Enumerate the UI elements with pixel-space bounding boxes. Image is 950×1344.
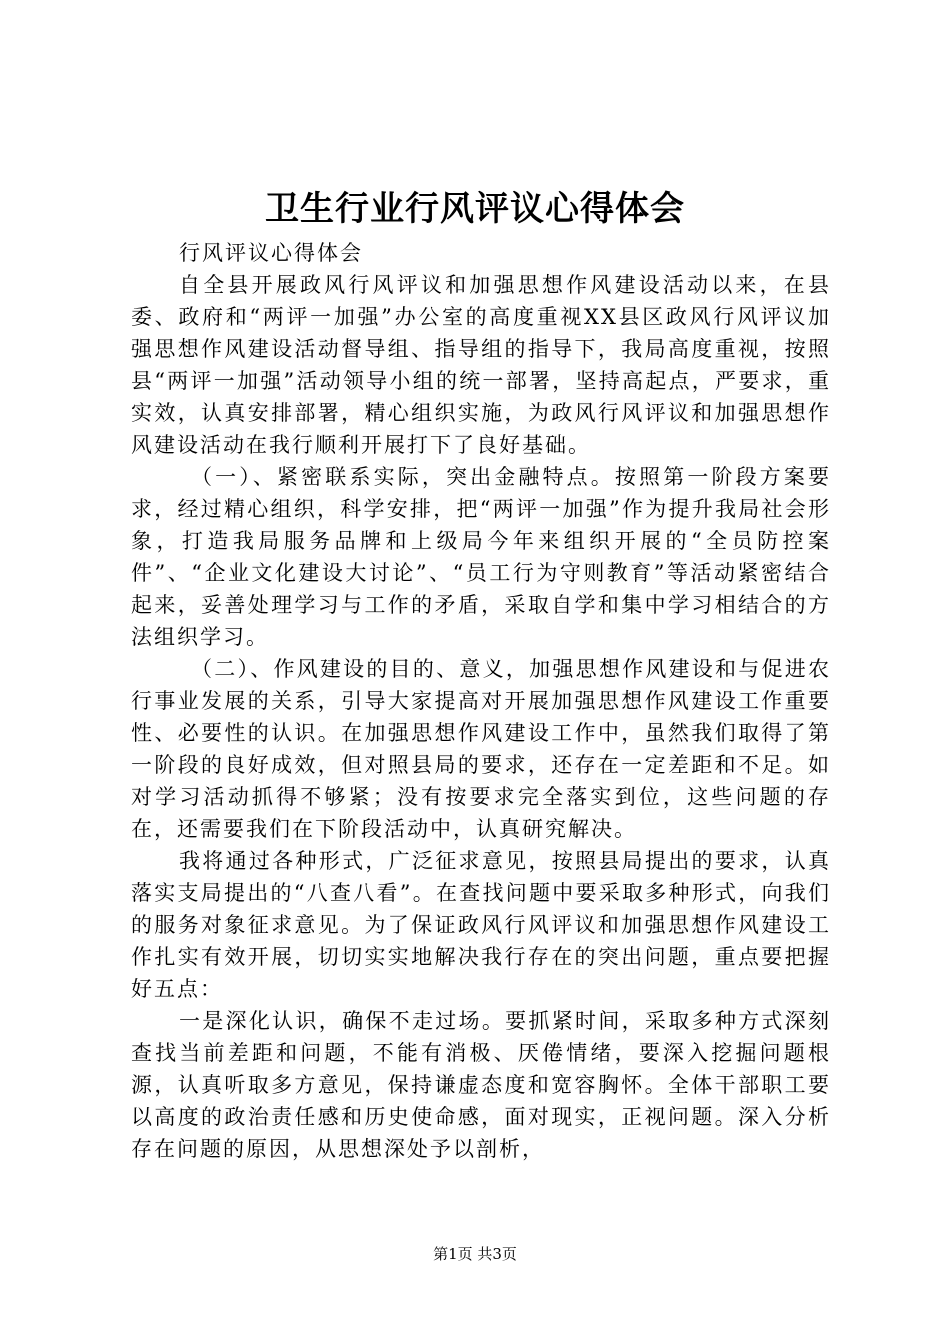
- paragraph: 自全县开展政风行风评议和加强思想作风建设活动以来，在县委、政府和“两评一加强”办公室的高度重视XX县区政风行风评议加强思想作风建设活动督导组、指导组的指导下，我局高度重视，按照县“两评一加强”活动领导小组的统一部署，坚持高起点，严要求，重实效，认真安排部署，精心组织实施，为政风行风评议和加强思想作风建设活动在我行顺利开展打下了良好基础。: [131, 273, 831, 457]
- document-body: [131, 237, 831, 1165]
- paragraph: 我将通过各种形式，广泛征求意见，按照县局提出的要求，认真落实支局提出的“八查八看”。在查找问题中要采取多种形式，向我们的服务对象征求意见。为了保证政风行风评议和加强思想作风建设工作扎实有效开展，切切实实地解决我行存在的突出问题，重点要把握好五点：: [131, 849, 831, 1001]
- paragraph: 一是深化认识，确保不走过场。要抓紧时间，采取多种方式深刻查找当前差距和问题，不能有消极、厌倦情绪，要深入挖掘问题根源，认真听取多方意见，保持谦虚态度和宽容胸怀。全体干部职工要以高度的政治责任感和历史使命感，面对现实，正视问题。深入分析存在问题的原因，从思想深处予以剖析，: [131, 1009, 831, 1161]
- paragraph: （一）、紧密联系实际，突出金融特点。按照第一阶段方案要求，经过精心组织，科学安排，把“两评一加强”作为提升我局社会形象，打造我局服务品牌和上级局今年来组织开展的“全员防控案件”、“企业文化建设大讨论”、“员工行为守则教育”等活动紧密结合起来，妥善处理学习与工作的矛盾，采取自学和集中学习相结合的方法组织学习。: [131, 465, 831, 649]
- page-footer: 第1页 共3页: [433, 1245, 517, 1263]
- document-title: 卫生行业行风评议心得体会: [265, 189, 685, 229]
- document-subtitle: 行风评议心得体会: [179, 241, 363, 265]
- paragraph: （二）、作风建设的目的、意义，加强思想作风建设和与促进农行事业发展的关系，引导大家提高对开展加强思想作风建设工作重要性、必要性的认识。在加强思想作风建设工作中，虽然我们取得了第一阶段的良好成效，但对照县局的要求，还存在一定差距和不足。如对学习活动抓得不够紧；没有按要求完全落实到位，这些问题的存在，还需要我们在下阶段活动中，认真研究解决。: [131, 657, 831, 841]
